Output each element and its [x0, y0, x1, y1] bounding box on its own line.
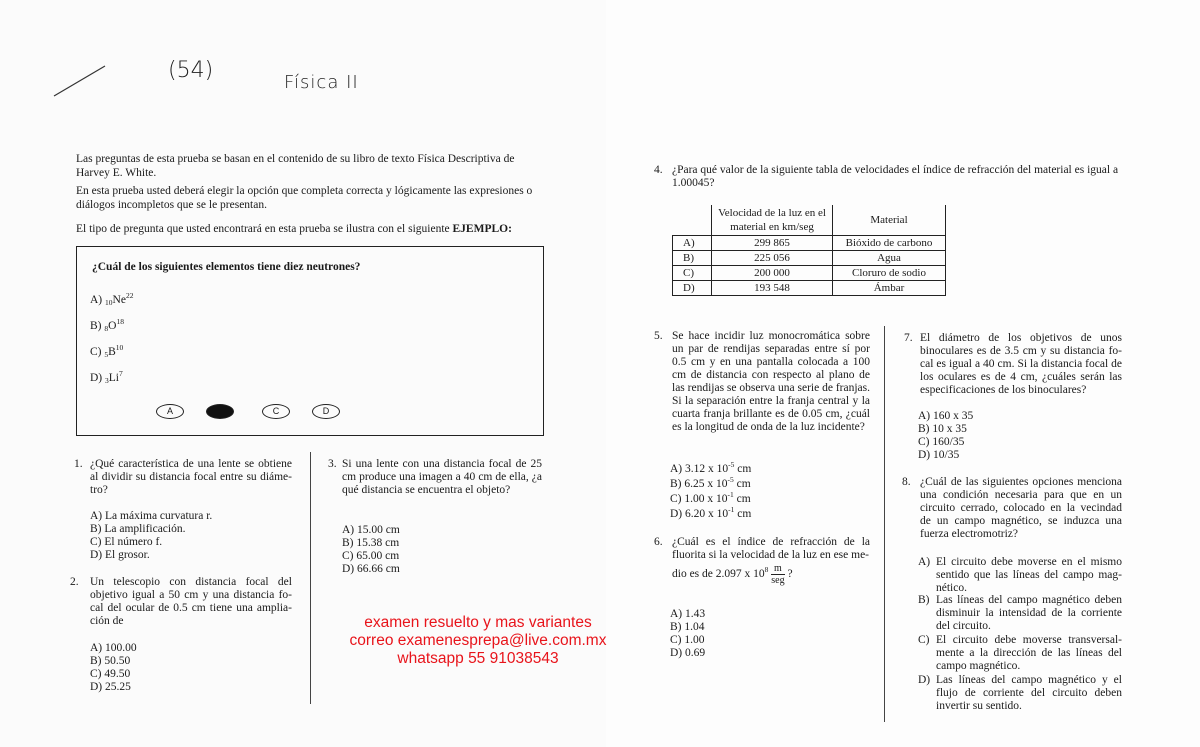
question-6-option-c: C) 1.00 [670, 634, 705, 646]
question-8-option-c [918, 634, 1122, 673]
intro-line-3 [76, 222, 546, 236]
answer-bubble-b-filled[interactable] [206, 404, 234, 419]
example-option-b [90, 317, 124, 333]
table-header-velocity: Velocidad de la luz en el material en km/seg [712, 205, 833, 236]
option-text: El circuito debe moverse transversal-mente a la dirección de las líneas del campo magnético. [936, 634, 1122, 672]
question-1-number: 1. [74, 458, 83, 470]
option-letter: C) [670, 493, 682, 505]
question-5-option-b [670, 475, 751, 491]
option-mantissa: 1.00 x 10 [684, 493, 728, 505]
option-letter: A) [90, 294, 103, 306]
intro-example-label: EJEMPLO: [452, 223, 512, 235]
promo-email[interactable]: correo examenesprepa@live.com.mx [349, 632, 607, 649]
option-letter: D) [670, 508, 683, 520]
option-letter: D) [90, 372, 103, 384]
option-letter: A) [670, 463, 683, 475]
table-row [673, 281, 946, 296]
answer-bubble-a[interactable]: A [156, 404, 184, 419]
example-box [76, 246, 544, 436]
handwritten-number: (54) [168, 58, 214, 83]
option-exponent: -5 [727, 475, 734, 484]
option-letter: B) [918, 594, 930, 606]
velocity-table-header [673, 205, 946, 236]
option-text: El circuito debe moverse en el mismo sentido que las líneas del campo mag-nético. [936, 556, 1122, 594]
answer-bubble-d[interactable]: D [312, 404, 340, 419]
row-material: Bióxido de carbono [833, 236, 946, 251]
option-mantissa: 6.25 x 10 [684, 478, 728, 490]
option-mantissa: 6.20 x 10 [685, 508, 729, 520]
question-2-option-d: D) 25.25 [90, 681, 131, 693]
option-unit: cm [734, 508, 752, 520]
question-8-text: ¿Cuál de las siguientes opciones menciona una condición necesaria para que en un circuito cerrado, colocado en la vecindad de un campo magnético, se induzca una fuerza electromotriz? [920, 476, 1122, 540]
question-8-number: 8. [902, 476, 911, 488]
question-3-option-b: B) 15.38 cm [342, 537, 400, 549]
example-question: ¿Cuál de los siguientes elementos tiene diez neutrones? [92, 261, 361, 273]
question-7-text: El diámetro de los objetivos de unos binoculares es de 3.5 cm y su distancia fo-cal es igual a 40 cm. Si la distancia focal de los oculares es de 4 cm, ¿cuáles serán las especificaciones de los binoculares? [920, 332, 1122, 396]
answer-bubble-c[interactable]: C [262, 404, 290, 419]
mass-number: 10 [115, 343, 124, 352]
intro-line-3-text: El tipo de pregunta que usted encontrará en esta prueba se ilustra con el siguiente [76, 223, 453, 235]
element-symbol: Ne [112, 294, 126, 306]
row-material: Ámbar [833, 281, 946, 296]
question-7-option-c: C) 160/35 [918, 436, 965, 448]
formula-text: dio es de 2.097 x 10 [672, 568, 765, 581]
handwritten-subject: Física II [284, 72, 359, 93]
question-5-number: 5. [654, 330, 663, 342]
row-label: D) [673, 281, 712, 296]
example-option-d [90, 369, 123, 385]
question-6-text: ¿Cuál es el índice de refracción de la fluorita si la velocidad de la luz en ese me- [672, 536, 870, 561]
example-option-c [90, 343, 124, 359]
question-3-number: 3. [328, 458, 337, 470]
question-5-option-d [670, 505, 752, 521]
row-velocity: 225 056 [712, 251, 833, 266]
option-exponent: -5 [728, 460, 735, 469]
question-3-option-d: D) 66.66 cm [342, 563, 400, 575]
row-material: Cloruro de sodio [833, 266, 946, 281]
formula-question-mark: ? [784, 568, 793, 581]
intro-line-1: Las preguntas de esta prueba se basan en el contenido de su libro de texto Física Descriptiva de Harvey E. White. [76, 153, 515, 179]
atomic-number: 10 [105, 298, 113, 307]
option-letter: A) [918, 556, 931, 568]
option-mantissa: 3.12 x 10 [685, 463, 729, 475]
mass-number: 7 [119, 369, 123, 378]
row-velocity: 299 865 [712, 236, 833, 251]
question-4-number: 4. [654, 164, 663, 176]
mass-number: 18 [116, 317, 124, 326]
question-2-option-b: B) 50.50 [90, 655, 131, 667]
option-letter: C) [918, 634, 930, 646]
atomic-number: 8 [104, 324, 109, 333]
intro-line-2: En esta prueba usted deberá elegir la opción que completa correcta y lógicamente las expresiones o diálogos incompletos que se le presentan. [76, 185, 533, 211]
question-7-option-d: D) 10/35 [918, 449, 960, 461]
atomic-number: 5 [104, 350, 109, 359]
example-option-a [90, 291, 134, 307]
row-label: B) [673, 251, 712, 266]
pen-stroke-mark [50, 60, 110, 100]
question-1-option-b: B) La amplificación. [90, 523, 186, 535]
option-letter: B) [90, 320, 102, 332]
question-8-option-d [918, 674, 1122, 713]
option-unit: cm [733, 478, 751, 490]
table-header-material: Material [833, 205, 946, 236]
question-2-option-c: C) 49.50 [90, 668, 131, 680]
velocity-table [672, 205, 946, 296]
mass-number: 22 [125, 291, 134, 300]
table-row [673, 236, 946, 251]
question-1-option-a: A) La máxima curvatura r. [90, 510, 213, 522]
question-5-text: Se hace incidir luz monocromática sobre un par de rendijas separadas entre sí por 0.5 cm y en una pantalla colocada a 100 cm de distancia con respecto al plano de las rendijas se observa una serie de franjas. Si la separación entre la franja central y la cuarta franja brillante es de 0.05 cm, ¿cuál es la longitud de onda de la luz incidente? [672, 330, 870, 433]
column-divider-right [884, 326, 885, 722]
question-8-option-b [918, 594, 1122, 633]
table-row [673, 266, 946, 281]
question-6-option-b: B) 1.04 [670, 621, 705, 633]
question-2-number: 2. [70, 576, 79, 588]
option-letter: B) [670, 478, 682, 490]
row-material: Agua [833, 251, 946, 266]
option-exponent: -1 [727, 490, 734, 499]
question-2-text: Un telescopio con distancia focal del objetivo igual a 50 cm y una distancia fo-cal del ocular de 0.5 cm tiene una amplia-ción de [90, 576, 292, 627]
option-text: Las líneas del campo magnético deben disminuir la intensidad de la corriente del circuito. [936, 594, 1122, 632]
row-label: C) [673, 266, 712, 281]
option-unit: cm [734, 463, 752, 475]
question-5-option-a [670, 460, 752, 476]
promo-whatsapp[interactable]: whatsapp 55 91038543 [397, 650, 559, 667]
element-symbol: B [108, 346, 116, 358]
question-2-option-a: A) 100.00 [90, 642, 137, 654]
question-7-option-a: A) 160 x 35 [918, 410, 974, 422]
table-corner [673, 205, 712, 236]
question-7-option-b: B) 10 x 35 [918, 423, 967, 435]
question-4-text: ¿Para qué valor de la siguiente tabla de velocidades el índice de refracción del material es igual a 1.00045? [672, 164, 1119, 189]
atomic-number: 3 [105, 376, 109, 385]
question-6-number: 6. [654, 536, 663, 548]
question-3-option-a: A) 15.00 cm [342, 524, 400, 536]
question-8-option-a [918, 556, 1122, 595]
element-symbol: O [108, 320, 117, 332]
unit-fraction [771, 563, 784, 586]
row-velocity: 200 000 [712, 266, 833, 281]
option-exponent: -1 [728, 505, 735, 514]
fraction-numerator: m [771, 563, 784, 575]
option-text: Las líneas del campo magnético y el flujo de corriente del circuito deben invertir su sentido. [936, 674, 1122, 712]
option-unit: cm [733, 493, 751, 505]
question-1-text: ¿Qué característica de una lente se obtiene al dividir su distancia focal entre su diáme-tro? [90, 458, 292, 496]
question-6-option-d: D) 0.69 [670, 647, 706, 659]
formula-exponent: 8 [764, 565, 769, 575]
question-1-option-c: C) El número f. [90, 536, 163, 548]
question-1-option-d: D) El grosor. [90, 549, 150, 561]
column-divider-left [310, 452, 311, 704]
option-letter: D) [918, 674, 931, 686]
option-letter: C) [90, 346, 102, 358]
question-3-text: Si una lente con una distancia focal de 25 cm produce una imagen a 40 cm de ella, ¿a qué distancia se encuentra el objeto? [342, 458, 542, 496]
table-row [673, 251, 946, 266]
row-label: A) [673, 236, 712, 251]
row-velocity: 193 548 [712, 281, 833, 296]
question-6-option-a: A) 1.43 [670, 608, 706, 620]
element-symbol: Li [108, 372, 119, 384]
fraction-denominator: seg [771, 575, 785, 586]
question-5-option-c [670, 490, 751, 506]
promo-line-1: examen resuelto y mas variantes [364, 614, 592, 631]
question-3-option-c: C) 65.00 cm [342, 550, 400, 562]
question-6-formula [672, 563, 793, 586]
question-7-number: 7. [904, 332, 913, 344]
